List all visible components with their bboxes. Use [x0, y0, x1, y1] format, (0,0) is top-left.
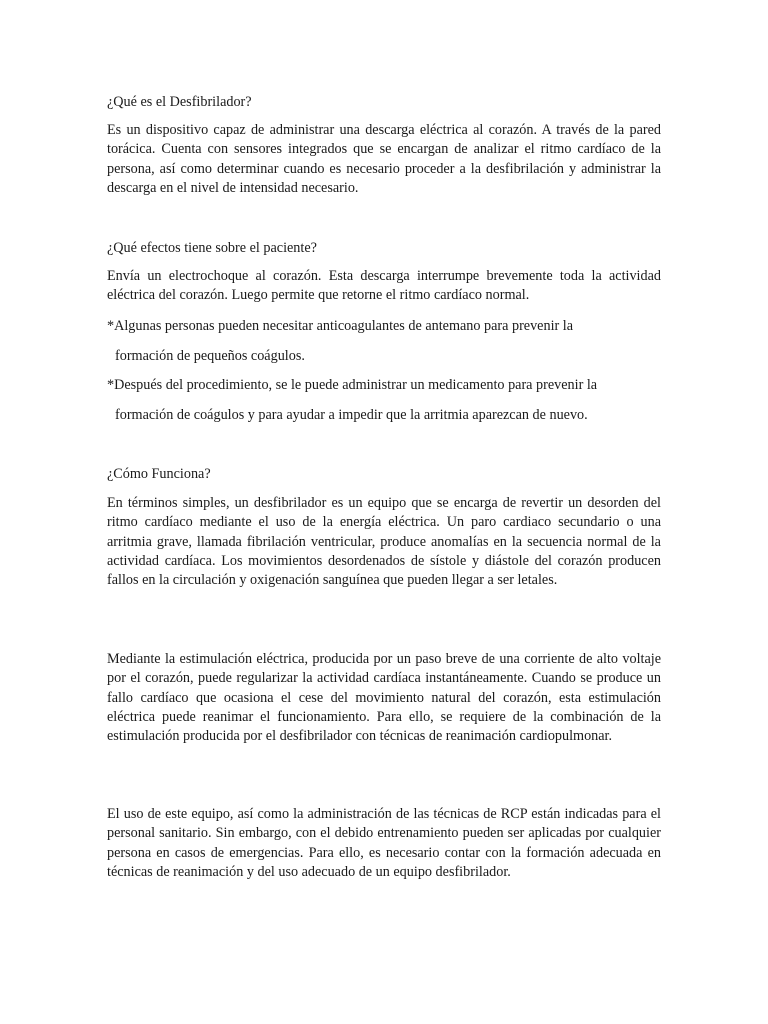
paragraph-what-is: Es un dispositivo capaz de administrar una descarga eléctrica al corazón. A través de la pared torácica. Cuenta con sensores integrados que se encargan de analizar el ritmo cardíaco de la persona, así como determinar cuando es necesario proceder a la desfibrilación y administrar la descarga en el nivel de intensidad necesario.: [107, 122, 661, 196]
bullet-after-procedure-continuation: formación de coágulos y para ayudar a impedir que la arritmia aparezcan de nuevo.: [115, 407, 588, 423]
paragraph-how-it-works-3: El uso de este equipo, así como la administración de las técnicas de RCP están indicadas para el personal sanitario. Sin embargo, con el debido entrenamiento pueden ser aplicadas por cualquier persona en casos de emergencias. Para ello, es necesario contar con la formación adecuada en técnicas de reanimación y del uso adecuado de un equipo desfibrilador.: [107, 806, 661, 880]
paragraph-how-it-works-1: En términos simples, un desfibrilador es un equipo que se encarga de revertir un desorden del ritmo cardíaco mediante el uso de la energía eléctrica. Un paro cardiaco secundario o una arritmia grave, llamada fibrilación ventricular, produce anomalías en la secuencia normal de la actividad cardíaca. Los movimientos desordenados de sístole y diástole del corazón producen fallos en la circulación y oxigenación sanguínea que pueden llegar a ser letales.: [107, 495, 661, 589]
bullet-anticoagulants-continuation: formación de pequeños coágulos.: [115, 348, 305, 364]
bullet-after-procedure: *Después del procedimiento, se le puede administrar un medicamento para prevenir la: [107, 377, 598, 393]
paragraph-effects: Envía un electrochoque al corazón. Esta descarga interrumpe brevemente toda la actividad eléctrica del corazón. Luego permite que retorne el ritmo cardíaco normal.: [107, 268, 661, 304]
paragraph-how-it-works-2: Mediante la estimulación eléctrica, producida por un paso breve de una corriente de alto voltaje por el corazón, puede regularizar la actividad cardíaca instantáneamente. Cuando se produce un fallo cardíaco que ocasiona el cese del movimiento natural del corazón, esta estimulación eléctrica puede reanimar el funcionamiento. Para ello, se requiere de la combinación de la estimulación producida por el desfibrilador con técnicas de reanimación cardiopulmonar.: [107, 651, 661, 745]
section-heading-what-is: ¿Qué es el Desfibrilador?: [107, 94, 252, 110]
bullet-anticoagulants: *Algunas personas pueden necesitar anticoagulantes de antemano para prevenir la: [107, 318, 574, 334]
section-heading-effects: ¿Qué efectos tiene sobre el paciente?: [107, 240, 317, 256]
section-heading-how-it-works: ¿Cómo Funciona?: [107, 466, 211, 482]
